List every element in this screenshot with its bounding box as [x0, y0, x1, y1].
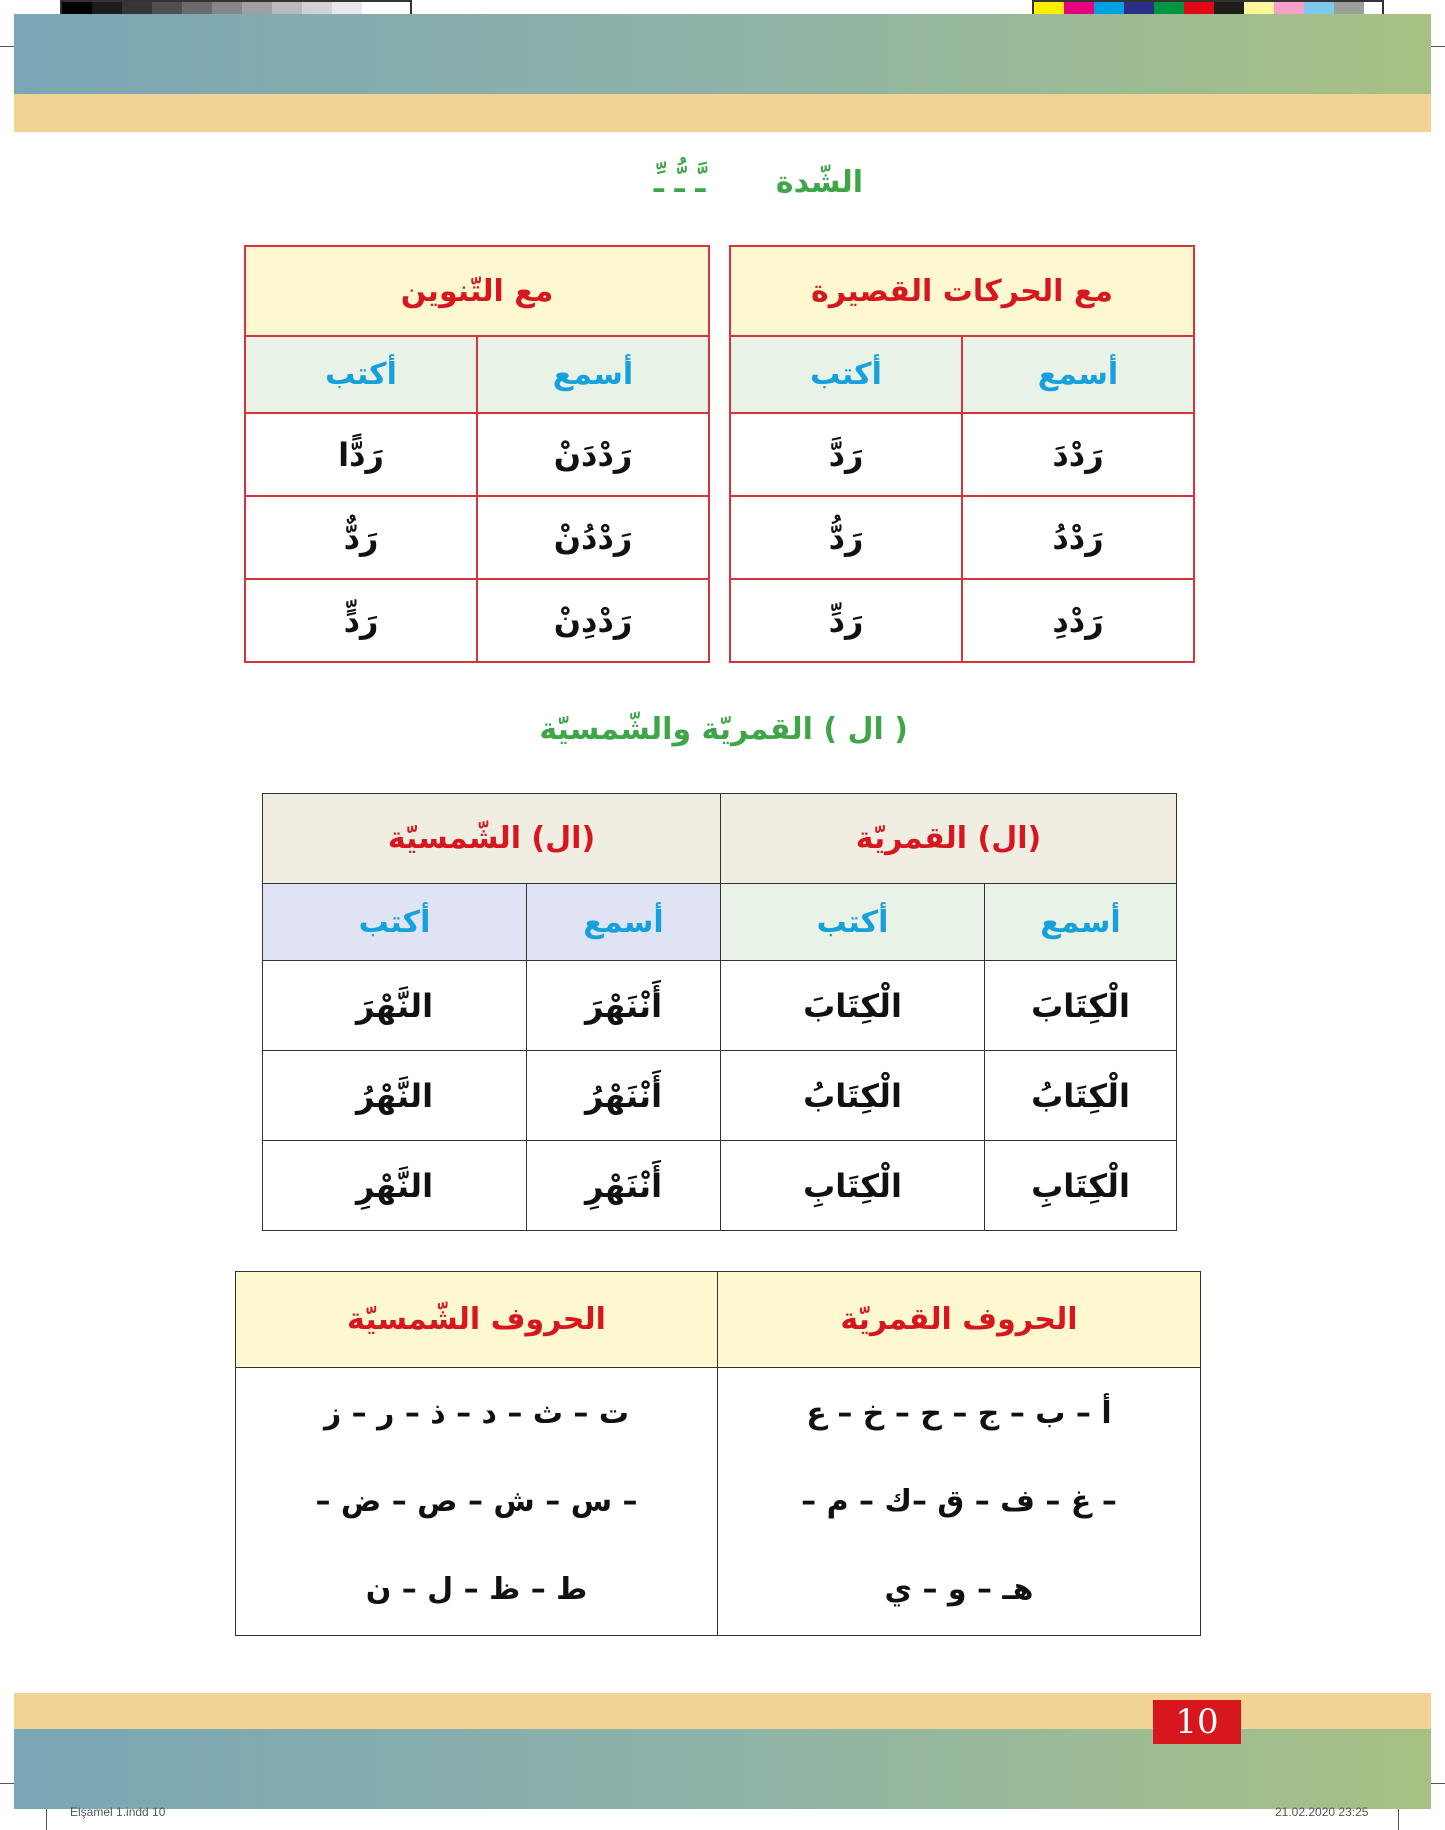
- listen-header: أسمع: [527, 884, 721, 961]
- listen-cell: رَدْدُ: [962, 496, 1194, 579]
- listen-cell: أَنْنَهْرِ: [527, 1141, 721, 1231]
- listen-cell: الْكِتَابِ: [985, 1141, 1177, 1231]
- write-cell: رَدُّ: [730, 496, 962, 579]
- listen-cell: رَدْدُنْ: [477, 496, 709, 579]
- write-cell: رَدٌّ: [245, 496, 477, 579]
- write-cell: الْكِتَابَ: [721, 961, 985, 1051]
- al-title: ( ال ) القمريّة والشّمسيّة: [539, 712, 908, 747]
- listen-cell: رَدْدَنْ: [477, 413, 709, 496]
- letters-line: ط – ظ – ل – ن: [365, 1571, 588, 1607]
- listen-header: أسمع: [962, 336, 1194, 413]
- letters-table: [235, 1271, 1201, 1636]
- letters-line: هـ – و – ي: [884, 1571, 1034, 1607]
- short-vowels-header: مع الحركات القصيرة: [730, 246, 1194, 336]
- page-number: 10: [1153, 1700, 1241, 1744]
- listen-cell: رَدْدِ: [962, 579, 1194, 662]
- write-cell: رَدًّا: [245, 413, 477, 496]
- letters-line: أ – ب – ج – ح – خ – ع: [806, 1395, 1112, 1431]
- qamari-letters-header: الحروف القمريّة: [718, 1272, 1201, 1368]
- header-stripe: [14, 94, 1431, 132]
- shamsi-header: (ال) الشّمسيّة: [263, 794, 721, 884]
- write-cell: الْكِتَابِ: [721, 1141, 985, 1231]
- shadda-short-vowels-table: [729, 245, 1195, 663]
- write-cell: رَدِّ: [730, 579, 962, 662]
- listen-cell: رَدْدِنْ: [477, 579, 709, 662]
- listen-header: أسمع: [985, 884, 1177, 961]
- header-band: [14, 14, 1431, 94]
- footer-file-label: Elşamel 1.indd 10: [70, 1805, 166, 1819]
- listen-cell: أَنْنَهْرُ: [527, 1051, 721, 1141]
- shamsi-letters-header: الحروف الشّمسيّة: [236, 1272, 718, 1368]
- footer-date-label: 21.02.2020 23:25: [1275, 1805, 1369, 1819]
- listen-cell: الْكِتَابَ: [985, 961, 1177, 1051]
- shadda-tanween-table: [244, 245, 710, 663]
- write-cell: النَّهْرِ: [263, 1141, 527, 1231]
- write-cell: النَّهْرُ: [263, 1051, 527, 1141]
- shadda-title: [654, 165, 863, 200]
- write-header: أكتب: [721, 884, 985, 961]
- write-cell: الْكِتَابُ: [721, 1051, 985, 1141]
- al-table: [262, 793, 1177, 1231]
- listen-cell: الْكِتَابُ: [985, 1051, 1177, 1141]
- letters-line: ت – ث – د – ذ – ر – ز: [323, 1395, 630, 1431]
- tanween-header: مع التّنوين: [245, 246, 709, 336]
- write-header: أكتب: [263, 884, 527, 961]
- qamari-header: (ال) القمريّة: [721, 794, 1177, 884]
- write-header: أكتب: [730, 336, 962, 413]
- shadda-marks: ـَّ ـُّ ـِّ: [653, 165, 706, 200]
- write-cell: رَدَّ: [730, 413, 962, 496]
- write-cell: النَّهْرَ: [263, 961, 527, 1051]
- qamari-letters: [718, 1368, 1201, 1636]
- letters-line: – غ – ف – ق –ك – م –: [801, 1483, 1117, 1519]
- write-cell: رَدٍّ: [245, 579, 477, 662]
- write-header: أكتب: [245, 336, 477, 413]
- letters-line: – س – ش – ص – ض –: [315, 1483, 638, 1519]
- listen-cell: أَنْنَهْرَ: [527, 961, 721, 1051]
- listen-cell: رَدْدَ: [962, 413, 1194, 496]
- shadda-title-text: الشّدة: [775, 165, 863, 200]
- listen-header: أسمع: [477, 336, 709, 413]
- shamsi-letters: [236, 1368, 718, 1636]
